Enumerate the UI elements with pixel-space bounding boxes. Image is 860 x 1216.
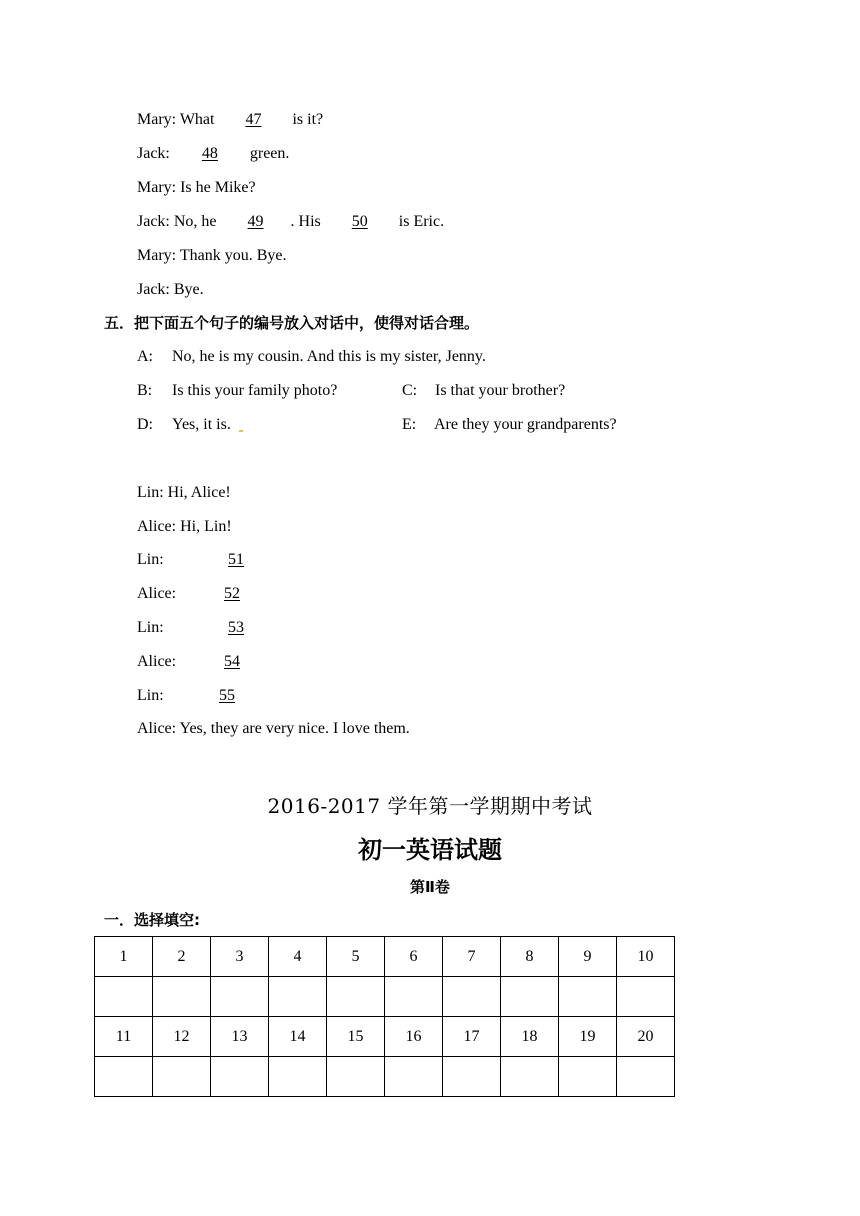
question-number: 9 bbox=[559, 937, 617, 977]
dialogue-line-55 bbox=[137, 686, 235, 706]
answer-cell[interactable] bbox=[269, 1057, 327, 1097]
dialogue-line-54 bbox=[137, 652, 240, 672]
option-b bbox=[137, 381, 338, 401]
section-1-heading: 一．选择填空: bbox=[104, 911, 200, 929]
dialogue-line bbox=[137, 719, 410, 739]
option-label: D: bbox=[137, 416, 153, 433]
exam-title: 2016-2017 学年第一学期期中考试 bbox=[267, 794, 593, 818]
dialogue-text: Mary: Thank you. Bye. bbox=[137, 247, 287, 264]
option-text-wrap bbox=[172, 415, 243, 435]
option-label: A: bbox=[137, 348, 153, 365]
dialogue-text: Lin: Hi, Alice! bbox=[137, 484, 231, 501]
answer-blank-50[interactable]: 50 bbox=[351, 213, 368, 230]
answer-blank-49[interactable]: 49 bbox=[247, 213, 264, 230]
question-number: 5 bbox=[327, 937, 385, 977]
dialogue-text: Jack: bbox=[137, 145, 174, 162]
dialogue-line bbox=[137, 246, 286, 266]
question-number: 13 bbox=[211, 1017, 269, 1057]
answer-cell[interactable] bbox=[269, 977, 327, 1017]
dialogue-line bbox=[137, 517, 232, 537]
speaker-label: Alice: bbox=[137, 653, 177, 670]
question-number: 1 bbox=[95, 937, 153, 977]
answer-blank-52[interactable]: 52 bbox=[224, 585, 240, 602]
dialogue-text: is it? bbox=[288, 111, 324, 128]
dialogue-line bbox=[137, 483, 231, 503]
answer-blank-53[interactable]: 53 bbox=[228, 619, 244, 636]
question-number: 3 bbox=[211, 937, 269, 977]
answer-cell[interactable] bbox=[211, 977, 269, 1017]
answer-row bbox=[95, 1057, 675, 1097]
dialogue-text: Alice: Hi, Lin! bbox=[137, 518, 232, 535]
number-row bbox=[95, 1017, 675, 1057]
speaker-label: Lin: bbox=[137, 619, 164, 636]
option-text: Yes, it is. bbox=[172, 416, 231, 433]
dialogue-line-48 bbox=[137, 144, 289, 164]
dialogue-line-51 bbox=[137, 550, 244, 570]
option-a bbox=[137, 347, 486, 367]
answer-cell[interactable] bbox=[501, 977, 559, 1017]
section-5-heading: 五．把下面五个句子的编号放入对话中，使得对话合理。 bbox=[104, 314, 480, 332]
question-number: 14 bbox=[269, 1017, 327, 1057]
volume-label: 第Ⅱ卷 bbox=[410, 878, 450, 896]
dialogue-line-53 bbox=[137, 618, 244, 638]
dialogue-line-47 bbox=[137, 110, 323, 130]
option-label: B: bbox=[137, 382, 153, 399]
option-d bbox=[137, 415, 231, 435]
answer-cell[interactable] bbox=[443, 1057, 501, 1097]
answer-cell[interactable] bbox=[443, 977, 501, 1017]
answer-cell[interactable] bbox=[95, 1057, 153, 1097]
question-number: 15 bbox=[327, 1017, 385, 1057]
answer-cell[interactable] bbox=[327, 1057, 385, 1097]
dialogue-text: . His bbox=[290, 213, 325, 230]
question-number: 16 bbox=[385, 1017, 443, 1057]
answer-cell[interactable] bbox=[617, 1057, 675, 1097]
speaker-label: Lin: bbox=[137, 687, 164, 704]
answer-cell[interactable] bbox=[385, 1057, 443, 1097]
answer-row bbox=[95, 977, 675, 1017]
dialogue-line-49-50 bbox=[137, 212, 444, 232]
answer-cell[interactable] bbox=[385, 977, 443, 1017]
answer-blank-55[interactable]: 55 bbox=[219, 687, 235, 704]
answer-blank-48[interactable]: 48 bbox=[201, 145, 218, 162]
dialogue-line bbox=[137, 178, 256, 198]
question-number: 2 bbox=[153, 937, 211, 977]
question-number: 7 bbox=[443, 937, 501, 977]
option-e bbox=[402, 415, 617, 435]
option-text: Is this your family photo? bbox=[172, 382, 338, 399]
dialogue-text: Jack: Bye. bbox=[137, 281, 204, 298]
answer-cell[interactable] bbox=[153, 1057, 211, 1097]
answer-blank-54[interactable]: 54 bbox=[224, 653, 240, 670]
highlight-mark bbox=[239, 430, 243, 432]
answer-blank-47[interactable]: 47 bbox=[245, 111, 262, 128]
option-text: No, he is my cousin. And this is my sister, Jenny. bbox=[172, 348, 486, 365]
dialogue-text: Alice: Yes, they are very nice. I love them. bbox=[137, 720, 410, 737]
speaker-label: Lin: bbox=[137, 551, 164, 568]
dialogue-text: Mary: Is he Mike? bbox=[137, 179, 256, 196]
dialogue-text: green. bbox=[245, 145, 290, 162]
question-number: 17 bbox=[443, 1017, 501, 1057]
question-number: 6 bbox=[385, 937, 443, 977]
dialogue-line-52 bbox=[137, 584, 240, 604]
question-number: 8 bbox=[501, 937, 559, 977]
answer-grid bbox=[94, 936, 675, 1097]
answer-cell[interactable] bbox=[559, 977, 617, 1017]
option-label: C: bbox=[402, 382, 418, 399]
answer-cell[interactable] bbox=[211, 1057, 269, 1097]
question-number: 10 bbox=[617, 937, 675, 977]
dialogue-line bbox=[137, 280, 204, 300]
question-number: 19 bbox=[559, 1017, 617, 1057]
dialogue-text: Mary: What bbox=[137, 111, 219, 128]
answer-cell[interactable] bbox=[95, 977, 153, 1017]
option-text: Are they your grandparents? bbox=[434, 416, 617, 433]
exam-subtitle: 初一英语试题 bbox=[358, 836, 502, 864]
speaker-label: Alice: bbox=[137, 585, 177, 602]
answer-cell[interactable] bbox=[559, 1057, 617, 1097]
dialogue-text: is Eric. bbox=[394, 213, 445, 230]
question-number: 18 bbox=[501, 1017, 559, 1057]
number-row bbox=[95, 937, 675, 977]
option-c bbox=[402, 381, 566, 401]
option-text: Is that your brother? bbox=[435, 382, 566, 399]
dialogue-text: Jack: No, he bbox=[137, 213, 221, 230]
answer-cell[interactable] bbox=[501, 1057, 559, 1097]
answer-cell[interactable] bbox=[617, 977, 675, 1017]
answer-cell[interactable] bbox=[327, 977, 385, 1017]
question-number: 4 bbox=[269, 937, 327, 977]
question-number: 12 bbox=[153, 1017, 211, 1057]
answer-blank-51[interactable]: 51 bbox=[228, 551, 244, 568]
option-label: E: bbox=[402, 416, 417, 433]
question-number: 20 bbox=[617, 1017, 675, 1057]
question-number: 11 bbox=[95, 1017, 153, 1057]
answer-cell[interactable] bbox=[153, 977, 211, 1017]
